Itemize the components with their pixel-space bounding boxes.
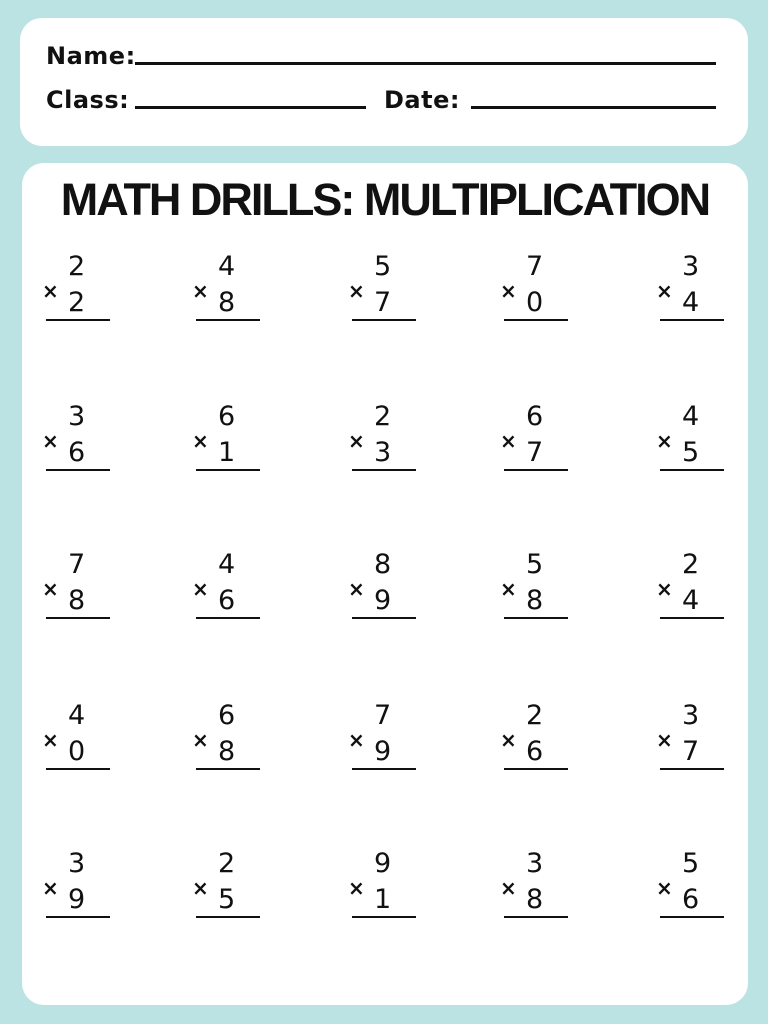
multiplicand: 5	[374, 251, 392, 282]
multiply-sign: ×	[500, 577, 517, 601]
multiplicand: 8	[374, 549, 392, 580]
multiply-sign: ×	[656, 577, 673, 601]
multiplier: 9	[374, 585, 392, 616]
multiplication-problem	[192, 702, 282, 782]
multiplication-problem	[192, 253, 282, 333]
multiply-sign: ×	[192, 429, 209, 453]
multiplication-problem	[42, 551, 132, 631]
multiplicand: 6	[218, 700, 236, 731]
multiplication-problem	[42, 850, 132, 930]
answer-line[interactable]	[504, 617, 568, 619]
multiplication-problem	[656, 253, 746, 333]
multiplicand: 3	[68, 401, 86, 432]
multiply-sign: ×	[348, 279, 365, 303]
worksheet-card	[22, 163, 748, 1005]
name-field[interactable]	[135, 62, 716, 65]
multiply-sign: ×	[348, 577, 365, 601]
multiplier: 8	[526, 585, 544, 616]
multiply-sign: ×	[192, 728, 209, 752]
multiply-sign: ×	[42, 429, 59, 453]
multiplier: 0	[526, 287, 544, 318]
multiply-sign: ×	[656, 279, 673, 303]
multiplier: 7	[526, 437, 544, 468]
answer-line[interactable]	[504, 916, 568, 918]
multiply-sign: ×	[656, 728, 673, 752]
answer-line[interactable]	[352, 469, 416, 471]
multiplier: 0	[68, 736, 86, 767]
class-field[interactable]	[135, 106, 366, 109]
answer-line[interactable]	[46, 617, 110, 619]
multiplication-problem	[348, 702, 438, 782]
multiplier: 9	[374, 736, 392, 767]
multiplicand: 4	[218, 251, 236, 282]
answer-line[interactable]	[46, 916, 110, 918]
answer-line[interactable]	[196, 469, 260, 471]
multiplication-problem	[656, 403, 746, 483]
multiplication-problem	[42, 403, 132, 483]
multiplicand: 5	[682, 848, 700, 879]
multiply-sign: ×	[500, 429, 517, 453]
answer-line[interactable]	[46, 768, 110, 770]
answer-line[interactable]	[46, 319, 110, 321]
multiplication-problem	[500, 551, 590, 631]
multiplicand: 7	[68, 549, 86, 580]
answer-line[interactable]	[352, 768, 416, 770]
multiplier: 5	[682, 437, 700, 468]
multiplicand: 3	[682, 700, 700, 731]
multiplication-problem	[500, 850, 590, 930]
multiplication-problem	[348, 551, 438, 631]
multiplier: 8	[68, 585, 86, 616]
multiplier: 3	[374, 437, 392, 468]
multiplication-problem	[42, 253, 132, 333]
multiply-sign: ×	[500, 279, 517, 303]
answer-line[interactable]	[660, 469, 724, 471]
multiply-sign: ×	[192, 577, 209, 601]
answer-line[interactable]	[352, 916, 416, 918]
multiply-sign: ×	[192, 279, 209, 303]
multiply-sign: ×	[656, 429, 673, 453]
multiplier: 6	[682, 884, 700, 915]
multiplicand: 3	[526, 848, 544, 879]
multiplication-problem	[500, 403, 590, 483]
answer-line[interactable]	[196, 768, 260, 770]
multiplicand: 3	[68, 848, 86, 879]
answer-line[interactable]	[196, 319, 260, 321]
multiply-sign: ×	[192, 876, 209, 900]
multiply-sign: ×	[42, 728, 59, 752]
multiplication-problem	[656, 551, 746, 631]
multiplier: 8	[218, 287, 236, 318]
multiplier: 9	[68, 884, 86, 915]
multiplier: 2	[68, 287, 86, 318]
multiplier: 7	[682, 736, 700, 767]
multiply-sign: ×	[500, 876, 517, 900]
multiplicand: 4	[218, 549, 236, 580]
answer-line[interactable]	[660, 617, 724, 619]
multiplication-problem	[500, 253, 590, 333]
multiplication-problem	[192, 551, 282, 631]
multiplier: 4	[682, 287, 700, 318]
multiplicand: 2	[68, 251, 86, 282]
multiplicand: 3	[682, 251, 700, 282]
multiplicand: 2	[526, 700, 544, 731]
name-label: Name:	[46, 42, 136, 70]
multiplication-problem	[500, 702, 590, 782]
multiplier: 1	[374, 884, 392, 915]
multiplication-problem	[42, 702, 132, 782]
multiplier: 8	[526, 884, 544, 915]
class-label: Class:	[46, 86, 130, 114]
multiplicand: 4	[682, 401, 700, 432]
answer-line[interactable]	[196, 617, 260, 619]
multiplier: 8	[218, 736, 236, 767]
multiplier: 6	[68, 437, 86, 468]
multiplier: 1	[218, 437, 236, 468]
multiplicand: 2	[218, 848, 236, 879]
multiplicand: 7	[374, 700, 392, 731]
multiplicand: 5	[526, 549, 544, 580]
multiplication-problem	[348, 403, 438, 483]
multiplier: 5	[218, 884, 236, 915]
multiplicand: 6	[526, 401, 544, 432]
answer-line[interactable]	[504, 319, 568, 321]
multiplication-problem	[192, 850, 282, 930]
multiplicand: 4	[68, 700, 86, 731]
multiplication-problem	[656, 850, 746, 930]
multiplicand: 9	[374, 848, 392, 879]
multiplication-problem	[348, 850, 438, 930]
multiplication-problem	[656, 702, 746, 782]
multiply-sign: ×	[42, 876, 59, 900]
answer-line[interactable]	[504, 768, 568, 770]
multiplication-problem	[192, 403, 282, 483]
answer-line[interactable]	[660, 768, 724, 770]
answer-line[interactable]	[504, 469, 568, 471]
date-field[interactable]	[471, 106, 716, 109]
multiplier: 7	[374, 287, 392, 318]
multiplier: 6	[218, 585, 236, 616]
answer-line[interactable]	[660, 916, 724, 918]
multiply-sign: ×	[42, 577, 59, 601]
multiply-sign: ×	[42, 279, 59, 303]
answer-line[interactable]	[660, 319, 724, 321]
multiplier: 4	[682, 585, 700, 616]
multiplicand: 6	[218, 401, 236, 432]
multiply-sign: ×	[348, 728, 365, 752]
multiply-sign: ×	[348, 876, 365, 900]
multiplicand: 7	[526, 251, 544, 282]
student-info-card	[20, 18, 748, 146]
worksheet-title: MATH DRILLS: MULTIPLICATION	[60, 174, 710, 225]
date-label: Date:	[384, 86, 460, 114]
multiply-sign: ×	[656, 876, 673, 900]
answer-line[interactable]	[352, 319, 416, 321]
answer-line[interactable]	[46, 469, 110, 471]
multiply-sign: ×	[348, 429, 365, 453]
multiplication-problem	[348, 253, 438, 333]
multiplier: 6	[526, 736, 544, 767]
multiply-sign: ×	[500, 728, 517, 752]
multiplicand: 2	[682, 549, 700, 580]
multiplicand: 2	[374, 401, 392, 432]
answer-line[interactable]	[196, 916, 260, 918]
answer-line[interactable]	[352, 617, 416, 619]
